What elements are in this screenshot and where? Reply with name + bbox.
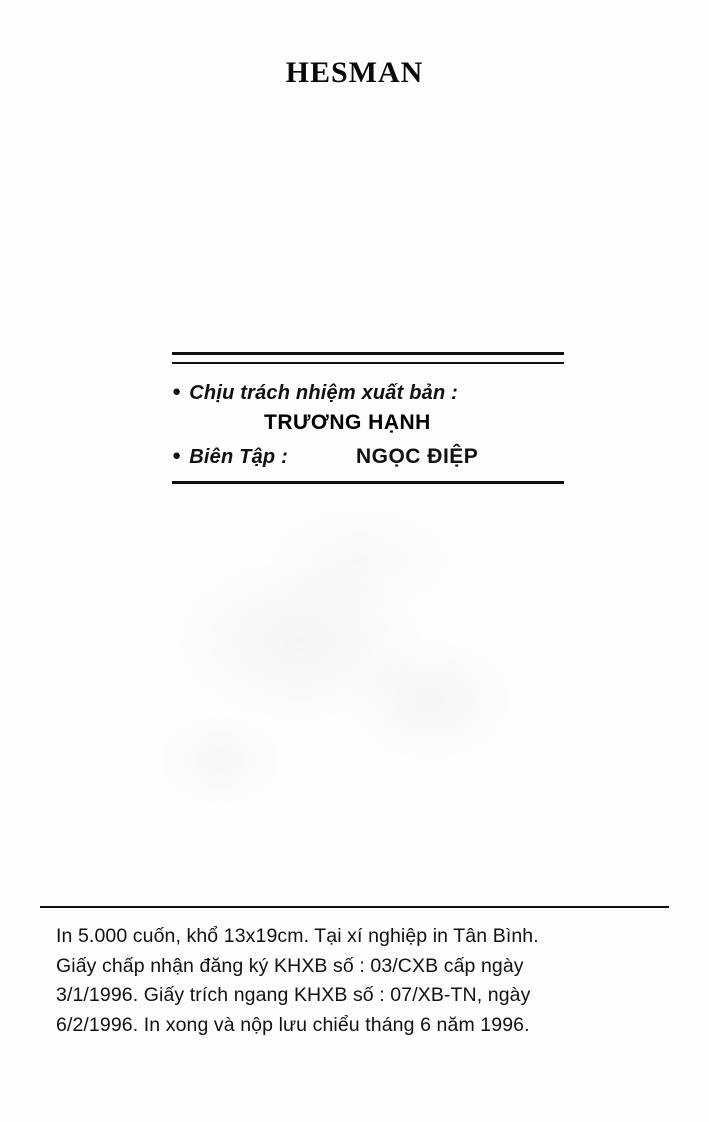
colophon-block bbox=[56, 922, 681, 1041]
editor-name: NGỌC ĐIỆP bbox=[355, 445, 479, 468]
credit-row-responsible bbox=[172, 382, 564, 405]
page-title: HESMAN bbox=[285, 56, 424, 89]
bullet-icon: ● bbox=[172, 383, 182, 400]
credits-bottom-rule bbox=[172, 481, 564, 484]
colophon-line-1: In 5.000 cuốn, khổ 13x19cm. Tại xí nghiệp in Tân Bình. bbox=[56, 925, 539, 947]
colophon-line-2: Giấy chấp nhận đăng ký KHXB số : 03/CXB cấp ngày bbox=[56, 954, 524, 977]
colophon-divider bbox=[40, 906, 669, 908]
editor-label: Biên Tập : bbox=[189, 446, 288, 468]
credits-block bbox=[172, 352, 564, 484]
responsible-label: Chịu trách nhiệm xuất bản : bbox=[189, 382, 459, 404]
credits-top-rule bbox=[172, 352, 564, 364]
responsible-name: TRƯƠNG HẠNH bbox=[264, 411, 431, 434]
colophon-line-3: 3/1/1996. Giấy trích ngang KHXB số : 07/XB-TN, ngày bbox=[56, 984, 531, 1007]
bullet-icon: ● bbox=[172, 447, 182, 464]
credit-row-editor bbox=[172, 445, 564, 469]
colophon-line-4: 6/2/1996. In xong và nộp lưu chiểu tháng 6 năm 1996. bbox=[56, 1013, 530, 1036]
